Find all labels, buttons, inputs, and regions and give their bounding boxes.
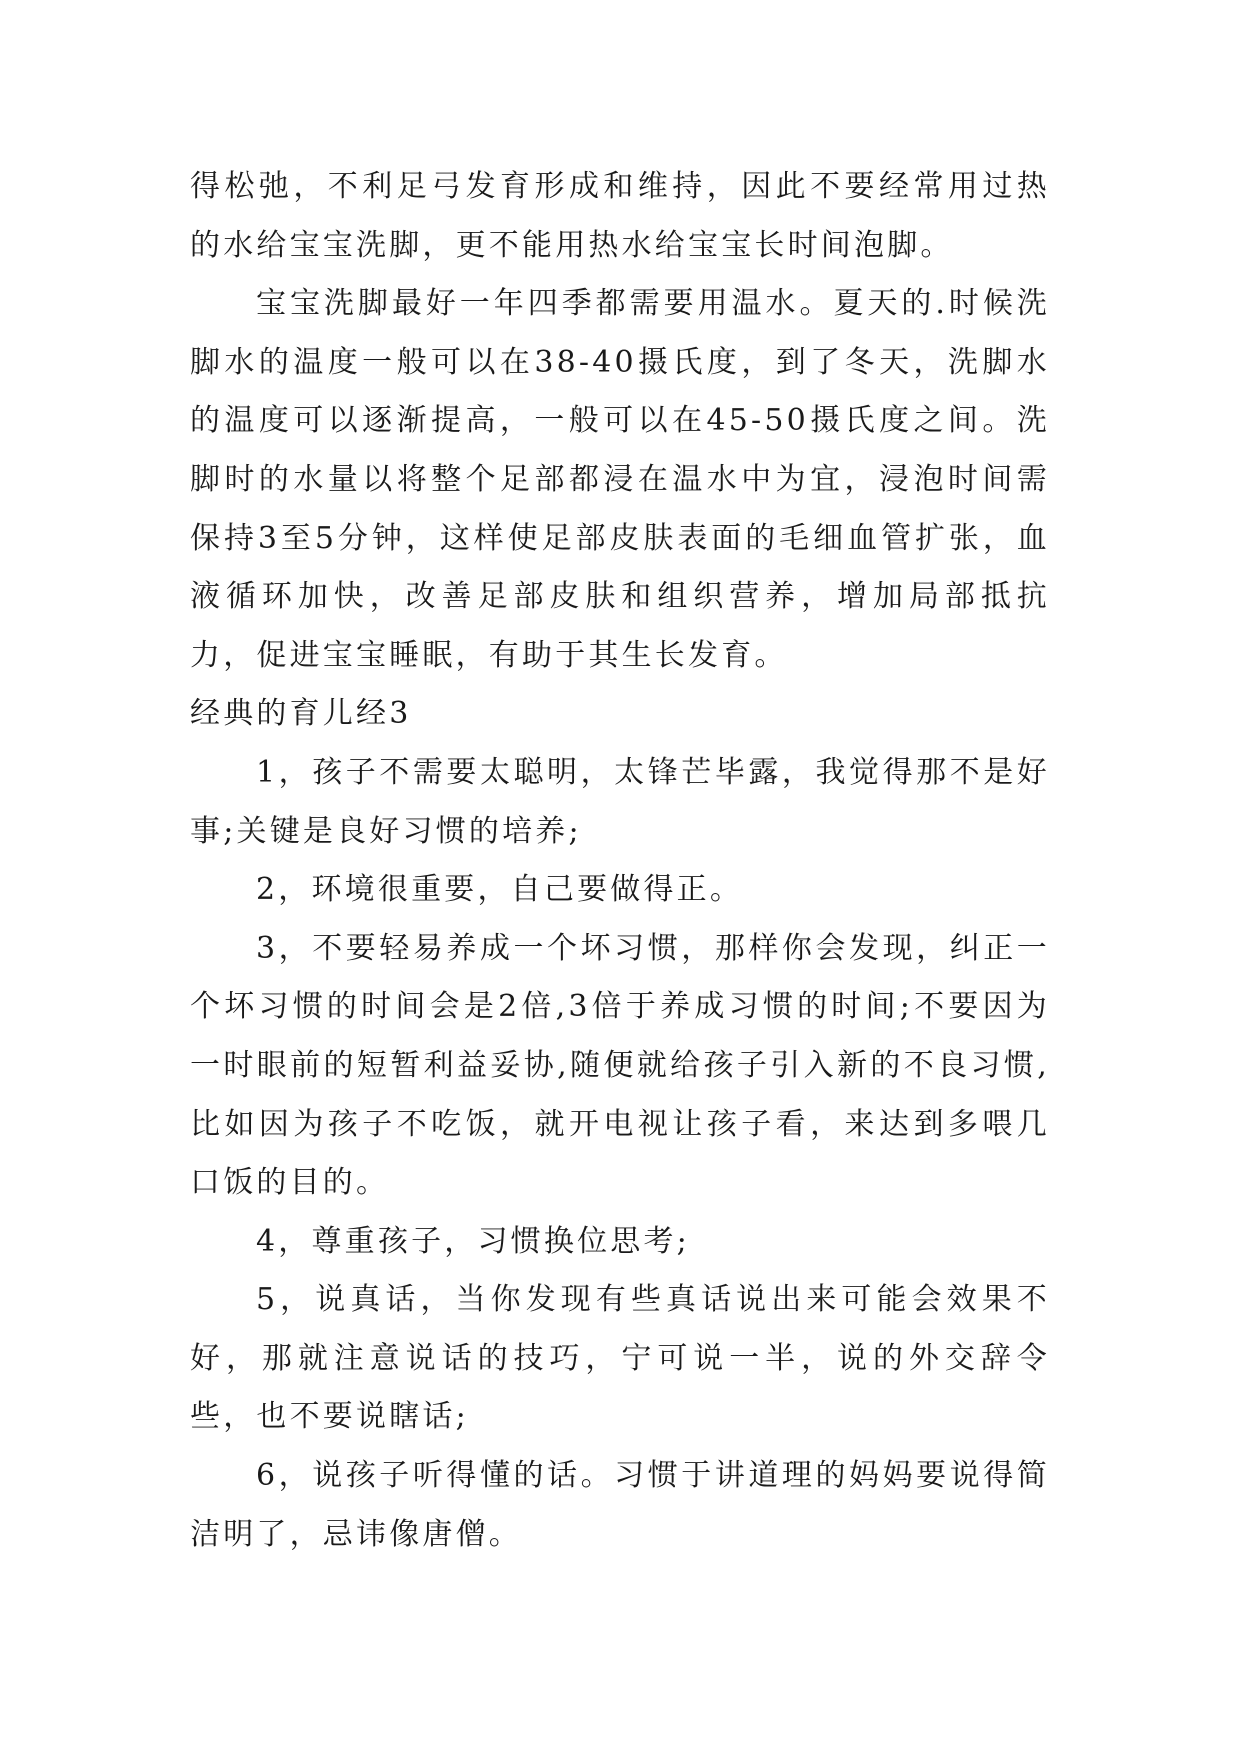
list-item-2: 2，环境很重要，自己要做得正。 bbox=[256, 872, 744, 908]
list-item-5: 5，说真话，当你发现有些真话说出来可能会效果不好，那就注意说话的技巧，宁可说一半，说的外交辞令些，也不要说瞎话; bbox=[190, 1282, 1050, 1435]
list-item-1: 1，孩子不需要太聪明，太锋芒毕露，我觉得那不是好事;关键是良好习惯的培养; bbox=[190, 754, 1050, 849]
list-item-3: 3，不要轻易养成一个坏习惯，那样你会发现，纠正一个坏习惯的时间会是2倍,3倍于养成习惯的时间;不要因为一时眼前的短暂利益妥协,随便就给孩子引入新的不良习惯,比如因为孩子不吃饭，就开电视让孩子看，来达到多喂几口饭的目的。 bbox=[190, 930, 1050, 1201]
document-body bbox=[190, 158, 1050, 1564]
list-item-6: 6，说孩子听得懂的话。习惯于讲道理的妈妈要说得简洁明了，忌讳像唐僧。 bbox=[190, 1458, 1050, 1552]
paragraph-foot-bath-temperature: 宝宝洗脚最好一年四季都需要用温水。夏天的.时候洗脚水的温度一般可以在38-40摄氏度，到了冬天，洗脚水的温度可以逐渐提高，一般可以在45-50摄氏度之间。洗脚时的水量以将整个足部都浸在温水中为宜，浸泡时间需保持3至5分钟，这样使足部皮肤表面的毛细血管扩张，血液循环加快，改善足部皮肤和组织营养，增加局部抵抗力，促进宝宝睡眠，有助于其生长发育。 bbox=[190, 286, 1050, 673]
paragraph-continuation: 得松弛，不利足弓发育形成和维持，因此不要经常用过热的水给宝宝洗脚，更不能用热水给宝宝长时间泡脚。 bbox=[190, 169, 1050, 263]
list-item-4: 4，尊重孩子，习惯换位思考; bbox=[256, 1223, 690, 1259]
section-heading: 经典的育儿经3 bbox=[190, 696, 412, 732]
